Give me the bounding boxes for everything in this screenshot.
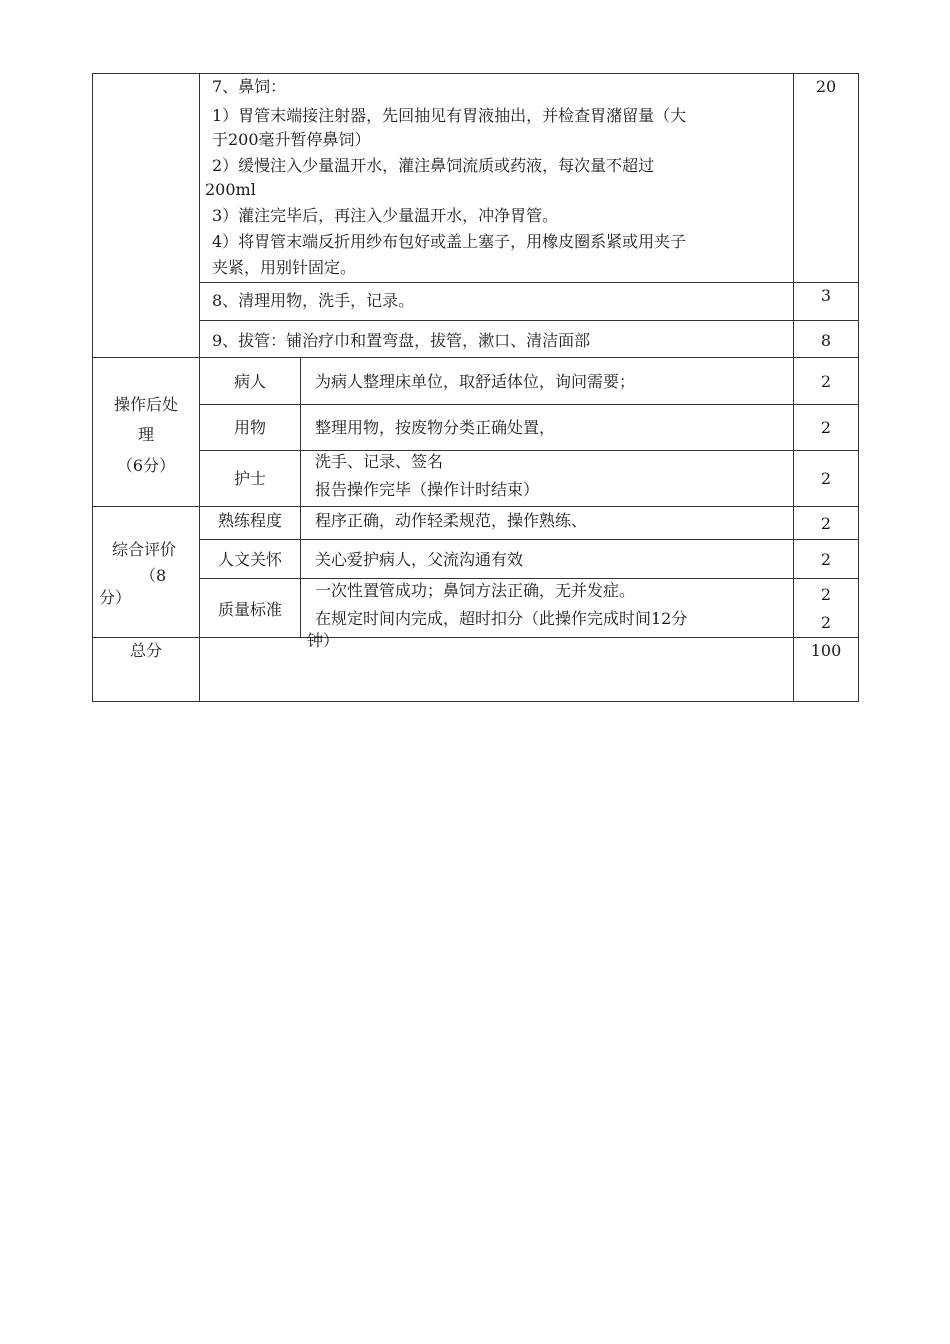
post-item-supplies: 用物	[233, 418, 266, 437]
eval-section-label-3: 分）	[99, 588, 132, 607]
eval-text-proficiency: 程序正确，动作轻柔规范，操作熟练、	[315, 511, 588, 530]
eval-text-quality-2: 在规定时间内完成，超时扣分（此操作完成时间12分	[315, 609, 688, 628]
eval-item-proficiency: 熟练程度	[217, 511, 282, 530]
eval-item-care: 人文关怀	[217, 550, 282, 569]
step8-text: 8、清理用物，洗手，记录。	[212, 291, 415, 310]
total-label: 总分	[129, 641, 162, 660]
eval-text-quality-3: 钟）	[307, 631, 340, 650]
step7-score: 20	[815, 77, 837, 96]
row-divider	[92, 506, 859, 507]
post-item-nurse: 护士	[233, 469, 266, 488]
step7-line1b: 于200毫升暂停鼻饲）	[212, 130, 371, 149]
post-section-label-2: 理	[137, 425, 154, 444]
eval-score-quality-1: 2	[820, 585, 832, 604]
post-score-nurse: 2	[820, 469, 832, 488]
table-border-top	[92, 73, 859, 74]
post-text-nurse-1: 洗手、记录、签名	[315, 452, 444, 471]
step7-title: 7、鼻饲：	[212, 77, 287, 96]
post-section-label-3: （6分）	[116, 456, 176, 475]
row-divider	[92, 357, 859, 358]
eval-section-label-1: 综合评价	[112, 540, 177, 559]
eval-text-quality-1: 一次性置管成功；鼻饲方法正确，无并发症。	[315, 581, 636, 600]
post-score-patient: 2	[820, 372, 832, 391]
row-divider	[199, 320, 859, 321]
eval-text-quality-clip	[301, 579, 793, 650]
step9-text: 9、拔管：铺治疗巾和置弯盘，拔管，漱口、清洁面部	[212, 331, 591, 350]
eval-score-care: 2	[820, 550, 832, 569]
post-score-supplies: 2	[820, 418, 832, 437]
step7-line2b: 200ml	[205, 180, 256, 199]
step7-line2a: 2）缓慢注入少量温开水，灌注鼻饲流质或药液，每次量不超过	[212, 156, 655, 175]
post-item-patient: 病人	[233, 372, 266, 391]
post-section-label-1: 操作后处	[113, 395, 178, 414]
row-divider	[92, 637, 859, 638]
table-border-left	[92, 73, 93, 702]
eval-text-care: 关心爱护病人，父流沟通有效	[315, 550, 524, 569]
step7-line4a: 4）将胃管末端反折用纱布包好或盖上塞子，用橡皮圈系紧或用夹子	[212, 232, 687, 251]
total-score: 100	[810, 641, 842, 660]
row-divider	[199, 450, 859, 451]
eval-section-label-2: （8	[140, 566, 167, 585]
eval-score-proficiency: 2	[820, 514, 832, 533]
row-divider	[199, 282, 859, 283]
post-text-supplies: 整理用物，按废物分类正确处置，	[315, 418, 556, 437]
eval-score-quality-2: 2	[820, 613, 832, 632]
step7-line4b: 夹紧，用别针固定。	[212, 258, 357, 277]
post-text-patient: 为病人整理床单位，取舒适体位，询问需要；	[315, 372, 636, 391]
step9-score: 8	[820, 331, 832, 350]
table-border-bottom	[92, 701, 859, 702]
row-divider	[199, 539, 859, 540]
step7-line3: 3）灌注完毕后，再注入少量温开水，冲净胃管。	[212, 206, 559, 225]
row-divider	[199, 404, 859, 405]
eval-item-quality: 质量标准	[217, 600, 282, 619]
post-text-nurse-2: 报告操作完毕（操作计时结束）	[315, 480, 540, 499]
table-border-right	[858, 73, 859, 702]
step8-score: 3	[820, 286, 832, 305]
step7-line1a: 1）胃管末端接注射器，先回抽见有胃液抽出，并检查胃潴留量（大	[212, 106, 687, 125]
